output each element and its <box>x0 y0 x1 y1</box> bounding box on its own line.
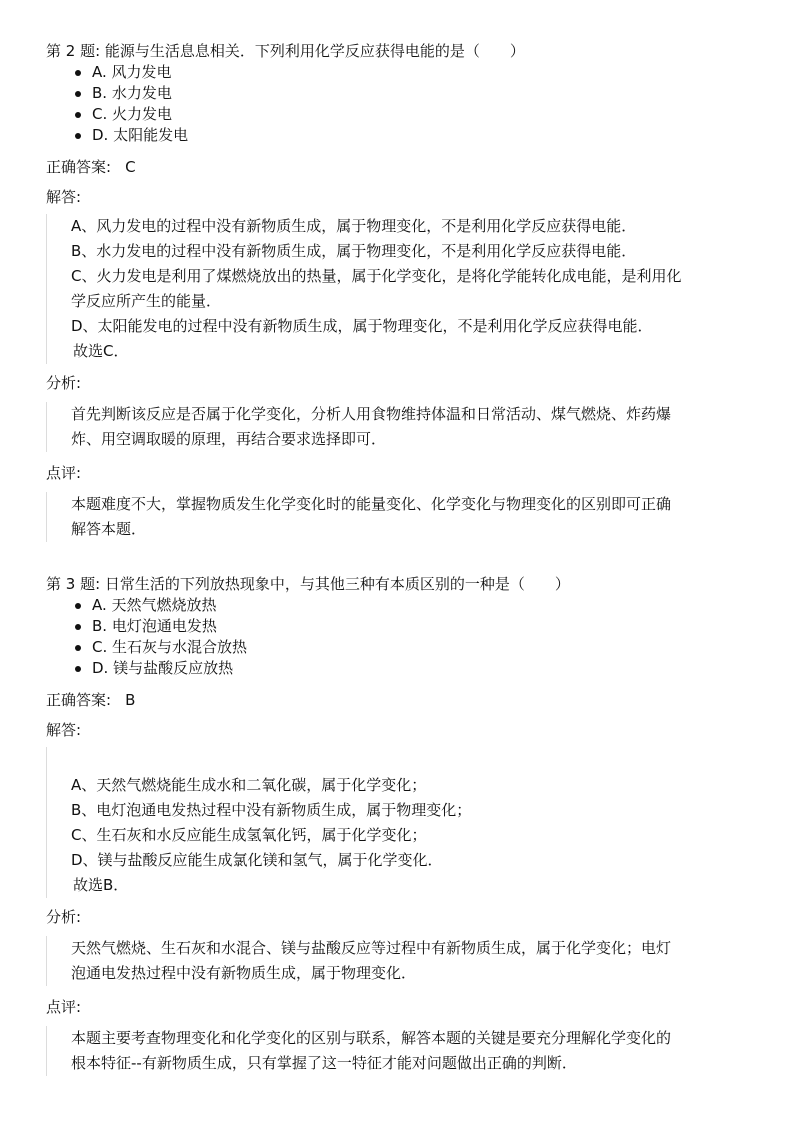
solution-final: 故选C． <box>73 342 129 360</box>
bullet-icon <box>75 666 81 672</box>
comment-box <box>46 1026 766 1076</box>
option-b: B. 水力发电 <box>46 83 766 104</box>
solution-box <box>46 214 766 364</box>
answer-value: C <box>125 158 136 176</box>
option-c: C. 火力发电 <box>46 104 766 125</box>
analysis-line: 炸、用空调取暖的原理，再结合要求选择即可． <box>71 430 387 448</box>
answer-label: 正确答案: <box>46 691 112 709</box>
analysis-box <box>46 402 766 452</box>
comment-line: 本题主要考查物理变化和化学变化的区别与联系，解答本题的关键是要充分理解化学变化的 <box>71 1029 672 1047</box>
comment-label: 点评: <box>46 998 82 1016</box>
correct-answer <box>46 689 766 711</box>
solution-line: A、天然气燃烧能生成水和二氧化碳，属于化学变化； <box>71 776 427 794</box>
analysis-line: 天然气燃烧、生石灰和水混合、镁与盐酸反应等过程中有新物质生成，属于化学变化；电灯 <box>71 939 672 957</box>
bullet-icon <box>75 133 81 139</box>
solution-label: 解答: <box>46 188 82 206</box>
comment-label: 点评: <box>46 464 82 482</box>
solution-line: C、生石灰和水反应能生成氢氧化钙，属于化学变化； <box>71 826 427 844</box>
comment-line: 根本特征--有新物质生成，只有掌握了这一特征才能对问题做出正确的判断． <box>71 1054 577 1072</box>
bullet-icon <box>75 70 81 76</box>
option-d: D. 镁与盐酸反应放热 <box>46 658 766 679</box>
correct-answer <box>46 156 766 178</box>
bullet-icon <box>75 645 81 651</box>
analysis-label: 分析: <box>46 374 82 392</box>
solution-line: C、火力发电是利用了煤燃烧放出的热量，属于化学变化，是将化学能转化成电能，是利用化 <box>71 267 682 285</box>
comment-box <box>46 492 766 542</box>
option-c: C. 生石灰与水混合放热 <box>46 637 766 658</box>
comment-line: 解答本题． <box>71 520 147 538</box>
question-title: 第 2 题: 能源与生活息息相关．下列利用化学反应获得电能的是（ ） <box>46 42 525 60</box>
analysis-box <box>46 936 766 986</box>
solution-line: D、太阳能发电的过程中没有新物质生成，属于物理变化，不是利用化学反应获得电能． <box>71 317 653 335</box>
question-title: 第 3 题: 日常生活的下列放热现象中，与其他三种有本质区别的一种是（ ） <box>46 575 570 593</box>
question-3 <box>46 573 766 1076</box>
option-b: B. 电灯泡通电发热 <box>46 616 766 637</box>
option-a: A. 风力发电 <box>46 62 766 83</box>
solution-line: 学反应所产生的能量． <box>71 292 222 310</box>
comment-line: 本题难度不大，掌握物质发生化学变化时的能量变化、化学变化与物理变化的区别即可正确 <box>71 495 672 513</box>
analysis-line: 首先判断该反应是否属于化学变化，分析人用食物维持体温和日常活动、煤气燃烧、炸药爆 <box>71 405 672 423</box>
bullet-icon <box>75 624 81 630</box>
option-list <box>46 62 766 146</box>
solution-label: 解答: <box>46 721 82 739</box>
analysis-label: 分析: <box>46 908 82 926</box>
answer-value: B <box>125 691 136 709</box>
solution-line: A、风力发电的过程中没有新物质生成，属于物理变化，不是利用化学反应获得电能． <box>71 217 637 235</box>
option-list <box>46 595 766 679</box>
solution-final: 故选B． <box>73 876 129 894</box>
solution-line: D、镁与盐酸反应能生成氯化镁和氢气，属于化学变化． <box>71 851 443 869</box>
option-d: D. 太阳能发电 <box>46 125 766 146</box>
question-2 <box>46 40 766 542</box>
option-a: A. 天然气燃烧放热 <box>46 595 766 616</box>
bullet-icon <box>75 91 81 97</box>
solution-spacer <box>71 747 766 773</box>
analysis-line: 泡通电发热过程中没有新物质生成，属于物理变化． <box>71 964 417 982</box>
bullet-icon <box>75 112 81 118</box>
bullet-icon <box>75 603 81 609</box>
answer-label: 正确答案: <box>46 158 112 176</box>
solution-box <box>46 747 766 898</box>
solution-line: B、电灯泡通电发热过程中没有新物质生成，属于物理变化； <box>71 801 472 819</box>
solution-line: B、水力发电的过程中没有新物质生成，属于物理变化，不是利用化学反应获得电能． <box>71 242 637 260</box>
